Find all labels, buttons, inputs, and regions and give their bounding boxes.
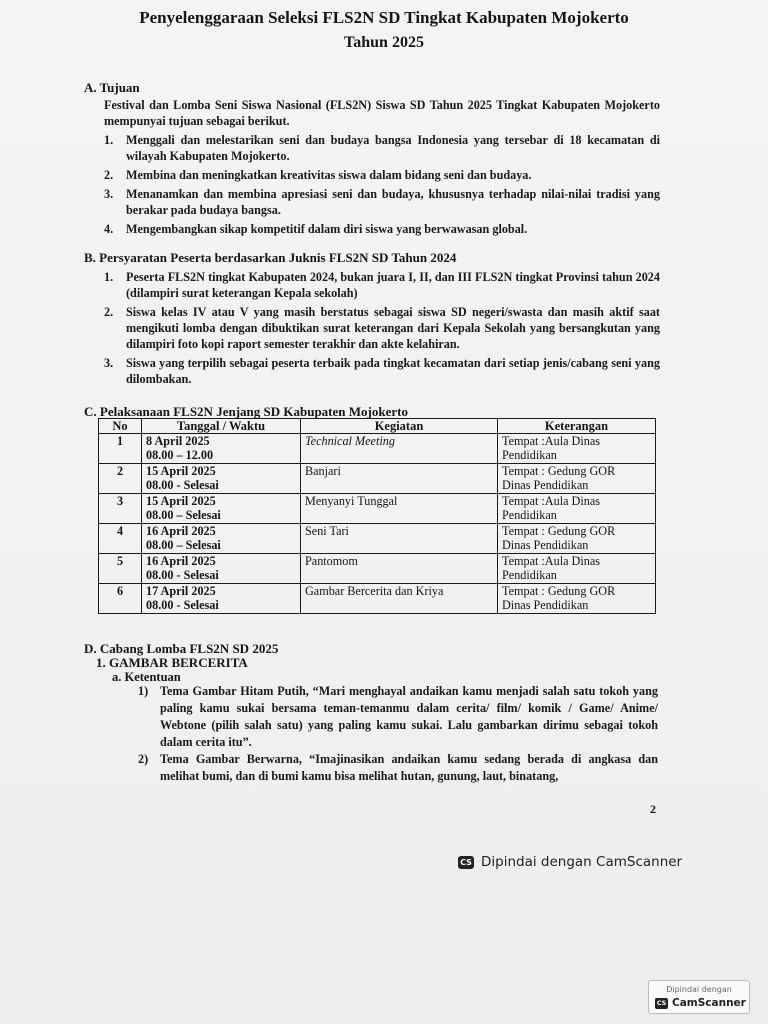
camscanner-badge: [648, 980, 750, 1014]
list-item-number: 4.: [104, 222, 114, 236]
cell-location-line1: Tempat : Gedung GOR: [502, 464, 616, 478]
cell-date: 16 April 2025: [146, 554, 216, 568]
table-row: [99, 464, 656, 494]
ketentuan-item: [138, 751, 658, 785]
cell-kegiatan: Banjari: [301, 464, 498, 494]
cell-tanggal: [142, 524, 301, 554]
cell-keterangan: [498, 524, 656, 554]
list-item: [104, 355, 660, 387]
subsection-gambar-bercerita: 1. GAMBAR BERCERITA: [96, 655, 248, 670]
cell-tanggal: [142, 464, 301, 494]
column-header-tanggal: Tanggal / Waktu: [142, 419, 301, 434]
cell-no: 5: [99, 554, 142, 584]
cell-no: 4: [99, 524, 142, 554]
table-row: [99, 434, 656, 464]
column-header-no: No: [99, 419, 142, 434]
column-header-keterangan: Keterangan: [498, 419, 656, 434]
cell-tanggal: [142, 584, 301, 614]
list-item: [104, 167, 660, 183]
document-year: Tahun 2025: [344, 34, 424, 51]
cell-location-line1: Tempat :Aula Dinas: [502, 494, 600, 508]
list-item-number: 3.: [104, 187, 114, 201]
section-a-heading: A. Tujuan: [84, 80, 140, 95]
cell-time: 08.00 - Selesai: [146, 598, 219, 612]
cell-date: 17 April 2025: [146, 584, 216, 598]
list-item-text: Menanamkan dan membina apresiasi seni dan budaya, khususnya terhadap nilai-nilai tradisi yang berakar pada budaya bangsa.: [126, 187, 660, 217]
ketentuan-number: 1): [138, 684, 149, 698]
list-item-text: Membina dan meningkatkan kreativitas siswa dalam bidang seni dan budaya.: [126, 168, 532, 182]
list-item: [104, 221, 660, 237]
list-item: [104, 304, 660, 352]
cell-keterangan: [498, 494, 656, 524]
schedule-table: [98, 418, 656, 614]
list-item: [104, 132, 660, 164]
section-b-heading: B. Persyaratan Peserta berdasarkan Juknis FLS2N SD Tahun 2024: [84, 250, 457, 265]
ketentuan-text: Tema Gambar Hitam Putih, “Mari menghayal andaikan kamu menjadi salah satu tokoh yang paling kamu sukai bersama teman-temanmu dalam cerita/ film/ komik / Game/ Anime/ Webtone (pilih salah satu) yang paling kamu sukai. Lalu gambarkan dirimu sebagai tokoh dalam cerita itu”.: [160, 684, 658, 749]
cell-kegiatan: Menyanyi Tunggal: [301, 494, 498, 524]
list-item-number: 2.: [104, 305, 114, 319]
cell-location-line1: Tempat :Aula Dinas: [502, 434, 600, 448]
section-c-heading: C. Pelaksanaan FLS2N Jenjang SD Kabupaten Mojokerto: [84, 404, 408, 419]
cell-kegiatan: Pantomom: [301, 554, 498, 584]
list-item: [104, 186, 660, 218]
ketentuan-number: 2): [138, 752, 149, 766]
cell-date: 15 April 2025: [146, 464, 216, 478]
section-a-list: [104, 132, 660, 240]
cell-date: 8 April 2025: [146, 434, 210, 448]
cell-no: 2: [99, 464, 142, 494]
cell-date: 16 April 2025: [146, 524, 216, 538]
cell-kegiatan: Technical Meeting: [301, 434, 498, 464]
cell-keterangan: [498, 464, 656, 494]
list-item-number: 3.: [104, 356, 114, 370]
cell-location-line2: Pendidikan: [502, 508, 557, 522]
list-item-text: Siswa kelas IV atau V yang masih berstatus sebagai siswa SD negeri/swasta dan masih aktif saat mengikuti lomba dengan dibuktikan surat keterangan dari Kepala Sekolah yang bersangkutan yang dilampiri foto kopi raport semester terakhir dan akte kelahiran.: [126, 305, 660, 351]
table-row: [99, 584, 656, 614]
cell-no: 3: [99, 494, 142, 524]
table-row: [99, 494, 656, 524]
cell-time: 08.00 - Selesai: [146, 568, 219, 582]
ketentuan-text: Tema Gambar Berwarna, “Imajinasikan andaikan kamu sedang berada di angkasa dan melihat bumi, dan di bumi kamu bisa melihat hutan, gunung, laut, binatang,: [160, 752, 658, 783]
cell-location-line2: Pendidikan: [502, 448, 557, 462]
table-header-row: [99, 419, 656, 434]
list-item-number: 1.: [104, 270, 114, 284]
table-row: [99, 524, 656, 554]
section-a-intro: Festival dan Lomba Seni Siswa Nasional (FLS2N) Siswa SD Tahun 2025 Tingkat Kabupaten Mojokerto mempunyai tujuan sebagai berikut.: [104, 98, 660, 128]
camscanner-badge-icon: CS: [656, 998, 667, 1007]
ketentuan-item: [138, 683, 658, 751]
cell-tanggal: [142, 554, 301, 584]
cell-date: 15 April 2025: [146, 494, 216, 508]
camscanner-logo-icon: CS: [458, 856, 474, 869]
section-d-heading: D. Cabang Lomba FLS2N SD 2025: [84, 641, 279, 656]
list-item-text: Menggali dan melestarikan seni dan budaya bangsa Indonesia yang tersebar di 18 kecamatan di wilayah Kabupaten Mojokerto.: [126, 133, 660, 163]
cell-tanggal: [142, 494, 301, 524]
cell-keterangan: [498, 554, 656, 584]
cell-location-line1: Tempat : Gedung GOR: [502, 524, 616, 538]
cell-tanggal: [142, 434, 301, 464]
list-item-number: 2.: [104, 168, 114, 182]
cell-location-line1: Tempat :Aula Dinas: [502, 554, 600, 568]
cell-location-line2: Dinas Pendidikan: [502, 598, 589, 612]
badge-caption: Dipindai dengan: [666, 985, 732, 994]
cell-location-line2: Dinas Pendidikan: [502, 478, 589, 492]
cell-no: 6: [99, 584, 142, 614]
cell-no: 1: [99, 434, 142, 464]
list-item-text: Mengembangkan sikap kompetitif dalam diri siswa yang berwawasan global.: [126, 222, 528, 236]
list-item: [104, 269, 660, 301]
list-item-text: Siswa yang terpilih sebagai peserta terbaik pada tingkat kecamatan dari setiap jenis/cabang seni yang dilombakan.: [126, 356, 660, 386]
cell-kegiatan: Gambar Bercerita dan Kriya: [301, 584, 498, 614]
section-b-list: [104, 269, 660, 390]
subsection-ketentuan: a. Ketentuan: [112, 670, 181, 684]
camscanner-watermark: [458, 854, 682, 870]
cell-time: 08.00 - Selesai: [146, 478, 219, 492]
cell-location-line2: Dinas Pendidikan: [502, 538, 589, 552]
cell-location-line2: Pendidikan: [502, 568, 557, 582]
cell-kegiatan: Seni Tari: [301, 524, 498, 554]
list-item-text: Peserta FLS2N tingkat Kabupaten 2024, bukan juara I, II, dan III FLS2N tingkat Provinsi tahun 2024 (dilampiri surat keterangan Kepala sekolah): [126, 270, 660, 300]
cell-location-line1: Tempat : Gedung GOR: [502, 584, 616, 598]
column-header-kegiatan: Kegiatan: [301, 419, 498, 434]
table-row: [99, 554, 656, 584]
cell-time: 08.00 – Selesai: [146, 538, 221, 552]
cell-time: 08.00 – 12.00: [146, 448, 214, 462]
cell-time: 08.00 – Selesai: [146, 508, 221, 522]
page-number: 2: [650, 802, 656, 816]
document-title: Penyelenggaraan Seleksi FLS2N SD Tingkat Kabupaten Mojokerto: [139, 8, 629, 27]
camscanner-text: Dipindai dengan CamScanner: [481, 854, 683, 870]
badge-brand: CamScanner: [672, 997, 746, 1009]
list-item-number: 1.: [104, 133, 114, 147]
cell-keterangan: [498, 584, 656, 614]
cell-keterangan: [498, 434, 656, 464]
